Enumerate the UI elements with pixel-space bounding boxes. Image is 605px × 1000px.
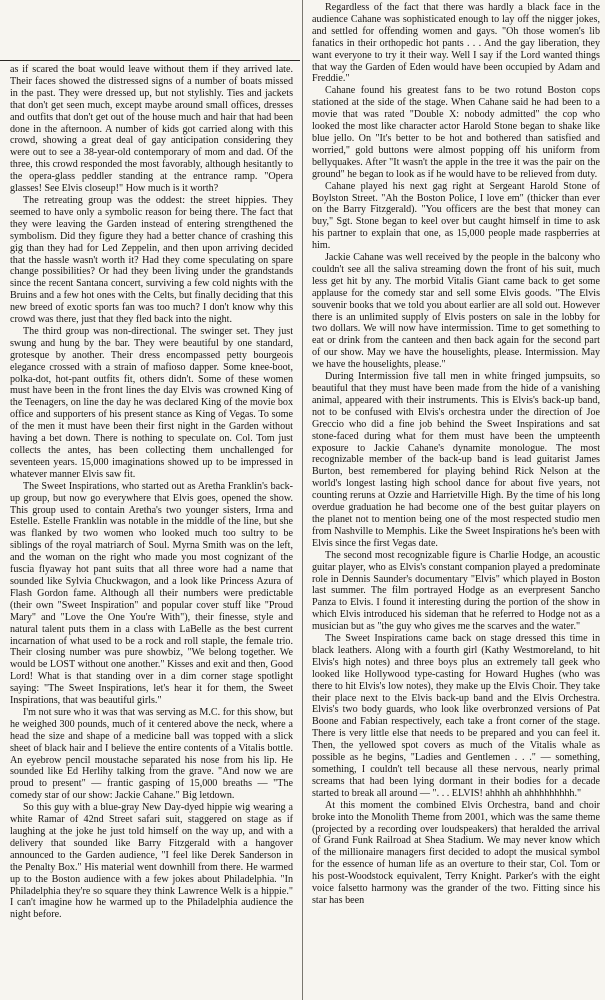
column-top-rule: [0, 60, 300, 61]
paragraph: At this moment the combined Elvis Orchestra, band and choir broke into the Monolith Theme from 2001, which was the same theme (projected by a recording over loudspeakers) that heralded the arrival of Grand Funk Railroad at Shea Stadium. We may never know which of the millionaire managers first decided to adopt the musical symbol for the essence of human life as an overture to their star, Col. Tom or his post-Woodstock equivalent, Terry Knight. Parker's with the eight voice falsetto harmony was the grander of the two. Fitting since his star has been: [312, 799, 600, 906]
paragraph: I'm not sure who it was that was serving as M.C. for this show, but he weighed 300 pounds, much of it centered above the neck, where a head the size and shape of a medicine ball was topped with a slick sheet of black hair and I believe the entire contents of a Vitalis bottle. An eyebrow pencil moustache separated his nose from his lip. He sounded like Ed Herlihy talking from the grave. "And now we are proud to present" — frantic gasping of 15,000 breaths — "The comedy star of our show: Jackie Cahane." Big letdown.: [10, 706, 293, 802]
paragraph: Jackie Cahane was well received by the people in the balcony who couldn't see all the saliva streaming down the front of his suit, much less get hit by any. The morbid Vitalis Giant came back to get some applause for the comedy star and sell some Elvis goods. "The Elvis souvenir books that we told you about earlier are all sold out. However there is an unlimited supply of Elvis posters on sale in the lobby for two dollars. We will now have intermission. Time to get something to eat or drink from the canteen and then back again for the second part of our show. May we have the houselights, please. Intermission. May we have the houselights, please.": [312, 252, 600, 371]
paragraph: The third group was non-directional. The swinger set. They just swung and hung by the bar. They were beautiful by one standard, grotesque by another. Their dress encompassed petty bourgeois elegance crossed with a strain of mafioso dapper. Some knee-boot, polka-dot, hot-pant outfits fit, others didn't. Some of these women must have been in the front lines the day Elvis was crowned King of the Teenagers, on line the day he was declared King of the movie box office and supporters of his present stance as King of Vegas. To some of the men it must have been their first night in the Garden without having a bet down. There is nothing to speculate on. Col. Tom just collects the antes, has been collecting them unchallenged for seventeen years. 15,000 imaginations showed up to be impressed in whatever manner Elvis saw fit.: [10, 325, 293, 480]
paragraph: Cahane played his next gag right at Sergeant Harold Stone of Boylston Street. "Ah the Boston Police, I love em" (thicker than ever on the Barry Fitzgerald). "You officers are the best that money can buy," Sgt. Stone began to keel over but caught himself in time to ask his partner to explain that one, as 15,000 people made raspberries at him.: [312, 180, 600, 252]
right-column: [312, 2, 600, 1000]
paragraph: The Sweet Inspirations came back on stage dressed this time in black leathers. Along with a fourth girl (Kathy Westmoreland, to hit Elvis's high notes) and three boys plus an extremely tall geek who looked like Hollywood type-casting for Howard Hughes (who was there to hit Elvis's low notes), they make up the Elvis Choir. They take their place next to the Elvis back-up band and the Elvis Orchestra. Elvis's two body guards, who look like overbronzed versions of Pat Boone and Fabian respectively, each take a front corner of the stage. There is very little else that needs to be prepared and you can feel it. Then, the yellowed spot covers as much of the Vitalis whale as possible as he begins, "Ladies and Gentlemen . . ." — something, something, I couldn't tell because all these nervous, nearly primal screams that had been lying dormant in their bodies for a decade started to break all around — ". . . ELVIS! ahhhh ah ahhhhhhhhh.": [312, 633, 600, 799]
column-divider: [302, 0, 303, 1000]
left-column: [10, 64, 293, 1000]
paragraph: During Intermission five tall men in white fringed jumpsuits, so beautiful that they must have been made from the hide of a vanishing animal, appeared with their instruments. This is Elvis's back-up band, not to be confused with Elvis's orchestra under the direction of Joe Greccio who did a fine job behind the Sweet Inspirations and sat stone-faced during what for them must have been the umpteenth exposure to Jackie Cahane's dynamite monologue. The most recognizable member of the back-up band is lead guitarist James Burton, best remembered for playing behind Rick Nelson at the world's longest lasting high school dance for about five years, not counting reruns at Ozzie and Harrietville High. By the time of his long overdue graduation he had become one of the best guitar players on the planet not to mention being one of the most respected studio men from Nashville to Memphis. Like the Sweet Inspirations he's been with Elvis since the first Vegas date.: [312, 371, 600, 549]
paragraph: Cahane found his greatest fans to be two rotund Boston cops stationed at the side of the stage. When Cahane said he had been to a movie that was rated "Double X: nobody admitted" the cop who looked the most like character actor Harold Stone began to shake like blue jello. On "It's better to be hot and bothered than satisfied and worried," gold buttons were almost popping off his uniform from bellyquakes. After "It wasn't the apple in the tree it was the pair on the ground" he began to look as if he would have to be relieved from duty.: [312, 85, 600, 180]
paragraph: as if scared the boat would leave without them if they arrived late. Their faces showed the distressed signs of a number of boats missed in the past. They were dressed up, but not stylishly. Ties and jackets that don't get seen much, except maybe around small offices, dresses and outfits that don't get out of the house much and hair that had been done in the afternoon. A number of kids got carried along with this crowd, showing a great deal of gay anticipation considering they were out to see a 38-year-old contemporary of mom and dad. Of the three, this crowd responded the most favorably, although hesitantly to the opera-glass peddler standing at the entrance ramp. "Opera glasses! See Elvis closeup!" How much is it worth?: [10, 64, 293, 195]
paragraph: The Sweet Inspirations, who started out as Aretha Franklin's back-up group, but now go everywhere that Elvis goes, opened the show. This group used to contain Aretha's two younger sisters, Irma and Estelle. Estelle Franklin was notable in the middle of the line, but she was flanked by two women who looked much too sultry to be siblings of the royal matriarch of Soul. Myrna Smith was on the left, and the woman on the right who made you most cognizant of the fuscia flyaway hot pant suits that all three wore had a name that sounded like Sylvia Chuckwagon, and a look like Princess Azura of Flash Gordon fame. Although all their numbers were predictable (their own "Sweet Inspiration" and popular cover stuff like "Proud Mary" and "Love the One You're With"), their finesse, style and natural talent puts them in a class with LaBelle as the best current incarnation of what used to be a rock and roll staple, the female trio. Their closing number was pure showbiz, "We belong together. We would be LOST without one another." Kisses and exit and then, Good Lord! What is that standing over in a dim corner stage spotlight saying: "The Sweet Inspirations, let's hear it for them, the Sweet Inspirations, that was beautiful girls.": [10, 480, 293, 707]
paragraph: The second most recognizable figure is Charlie Hodge, an acoustic guitar player, who as Elvis's constant companion played a predominate role in Dennis Saunder's documentary "Elvis" which played in Boston last summer. The film portrayed Hodge as an everpresent Sancho Panza to Elvis. I found it interesting during the portion of the show in which Elvis introduced his sideman that he referred to Hodge not as a musician but as "the guy who gives me the scarves and the water.": [312, 549, 600, 633]
paragraph: Regardless of the fact that there was hardly a black face in the audience Cahane was sophisticated enough to lay off the nigger jokes, and settled for offending women and gays. "Oh those women's lib fanatics in their orthopedic hot pants . . . And the gay liberation, they want everyone to try it their way. Well I say if the Lord wanted things that way the Garden of Eden would have been occupied by Adam and Freddie.": [312, 2, 600, 85]
paragraph: The retreating group was the oddest: the street hippies. They seemed to have only a symbolic reason for being there. The fact that they were leaving the Garden instead of entering strengthened the symbolism. Did they figure they had a better chance of crashing this gig than they had for Led Zeppelin, and then upon arriving decided that the hassle wasn't worth it? Had they come speculating on spare change possibilities? Or had they been living under the grandstands since the recent Santana concert, surviving a few cold nights with the Bruins and a few hot ones with the Celts, but finally deciding that this new breed of exotic sports fan was too much? I don't know why this crowd was there, just that they fled back into the night.: [10, 194, 293, 326]
paragraph: So this guy with a blue-gray New Day-dyed hippie wig wearing a white Ramar of 42nd Street safari suit, staggered on stage as if laughing at the joke he just told himself on the way up, and with a delivery that sounded like Barry Fitzgerald with a hangover announced to the Garden audience, "I feel like Derek Sanderson in the Penalty Box." His material went downhill from there. He warmed up to the Boston audience with a few jokes about Philadelphia. "In Philadelphia they're so square they think Lawrence Welk is a hippie." I can't imagine how he warmed up to the Philadelphia audience the night before.: [10, 802, 293, 921]
